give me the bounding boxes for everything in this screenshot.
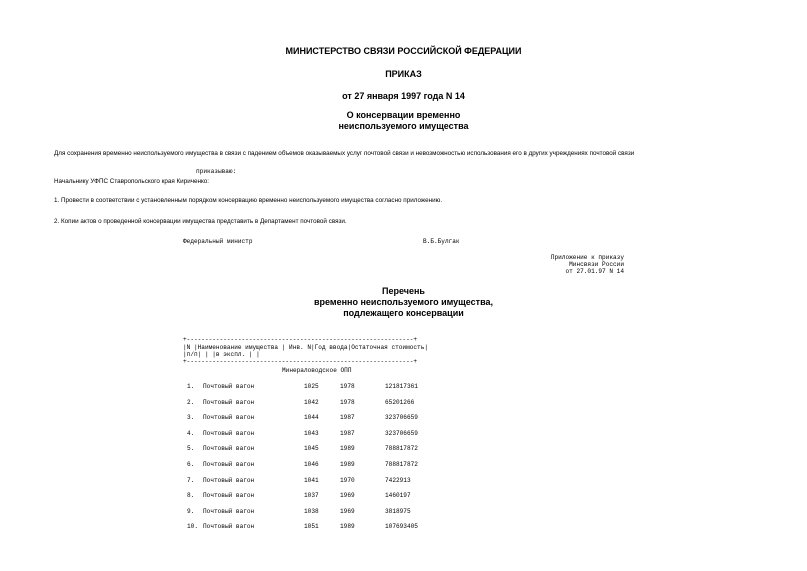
table-cell-inv: 1046 <box>304 461 319 468</box>
table-cell-value: 121817361 <box>385 383 418 390</box>
table-cell-value: 3818975 <box>385 507 411 515</box>
list-title-line2: временно неиспользуемого имущества, <box>314 297 493 307</box>
table-cell-n: 6. <box>187 461 195 468</box>
table-cell-value: 788817872 <box>385 461 418 468</box>
table-cell-name: Почтовый вагон <box>203 492 255 500</box>
table-cell-n: 2. <box>187 398 195 406</box>
list-title-line3: подлежащего консервации <box>343 308 464 318</box>
document-subject-line1: О консервации временно <box>346 110 461 120</box>
table-cell-value: 788817872 <box>385 445 418 453</box>
table-cell-year: 1978 <box>340 398 355 406</box>
order-item-2: 2. Копии актов о проведенной консервации имущества представить в Департамент почтовой связи. <box>54 218 347 225</box>
appendix-line3: от 27.01.97 N 14 <box>565 268 624 275</box>
table-cell-year: 1987 <box>340 414 355 422</box>
table-cell-inv: 1025 <box>304 383 319 390</box>
table-cell-name: Почтовый вагон <box>203 523 255 531</box>
table-cell-year: 1987 <box>340 429 355 437</box>
table-cell-year: 1989 <box>340 445 355 453</box>
ministry-title: МИНИСТЕРСТВО СВЯЗИ РОССИЙСКОЙ ФЕДЕРАЦИИ <box>285 46 522 56</box>
table-cell-inv: 1042 <box>304 398 319 406</box>
table-cell-value: 1460197 <box>385 492 411 500</box>
table-border-top: +--------------------------------------------------------------+ <box>183 336 418 343</box>
signature-position: Федеральный министр <box>183 238 253 245</box>
preamble-text: Для сохранения временно неиспользуемого имущества в связи с падением объемов оказываемых услуг почтовой связи и невозможностью использования его в других учреждениях почтовой связи <box>54 150 635 157</box>
addressee-text: Начальнику УФПС Ставропольского края Кириченко: <box>54 178 210 185</box>
table-cell-inv: 1043 <box>304 429 319 437</box>
table-cell-name: Почтовый вагон <box>203 383 255 390</box>
table-cell-inv: 1041 <box>304 476 319 484</box>
appendix-line2: Минсвязи России <box>569 261 624 268</box>
table-cell-name: Почтовый вагон <box>203 461 255 468</box>
table-cell-year: 1969 <box>340 492 355 500</box>
table-cell-name: Почтовый вагон <box>203 445 255 453</box>
table-border-mid: +--------------------------------------------------------------+ <box>183 358 418 365</box>
list-title-line1: Перечень <box>382 286 425 296</box>
document-date: от 27 января 1997 года N 14 <box>342 91 465 101</box>
document-type: ПРИКАЗ <box>385 69 422 79</box>
table-cell-n: 1. <box>187 383 195 390</box>
table-cell-n: 3. <box>187 414 195 422</box>
table-cell-value: 323706659 <box>385 414 418 422</box>
table-cell-inv: 1051 <box>304 523 319 531</box>
table-cell-year: 1989 <box>340 523 355 531</box>
table-header-line1: |N |Наименование имущества | Инв. N|Год ввода|Остаточная стоимость| <box>183 344 429 351</box>
table-cell-n: 5. <box>187 445 195 453</box>
table-cell-inv: 1037 <box>304 492 319 500</box>
table-cell-value: 65201266 <box>385 398 415 406</box>
table-cell-n: 8. <box>187 492 195 500</box>
order-item-1: 1. Провести в соответствии с установленным порядком консервацию временно неиспользуемого имущества согласно приложению. <box>54 197 443 204</box>
table-cell-year: 1978 <box>340 383 355 390</box>
table-group-label: Минераловодское ОПП <box>282 367 352 374</box>
appendix-line1: Приложение к приказу <box>550 254 624 261</box>
table-cell-name: Почтовый вагон <box>203 507 255 515</box>
document-subject-line2: неиспользуемого имущества <box>338 121 469 131</box>
table-cell-year: 1989 <box>340 461 355 468</box>
table-cell-year: 1969 <box>340 507 355 515</box>
table-cell-value: 323706659 <box>385 429 418 437</box>
table-cell-name: Почтовый вагон <box>203 429 255 437</box>
table-cell-value: 7422913 <box>385 476 411 484</box>
table-cell-name: Почтовый вагон <box>203 414 255 422</box>
table-cell-value: 107693405 <box>385 523 418 531</box>
table-cell-n: 7. <box>187 476 195 484</box>
table-cell-n: 9. <box>187 507 195 515</box>
table-cell-inv: 1038 <box>304 507 319 515</box>
table-cell-n: 10. <box>187 523 198 531</box>
orders-word: приказываю: <box>196 168 237 175</box>
table-cell-name: Почтовый вагон <box>203 398 255 406</box>
table-cell-year: 1970 <box>340 476 355 484</box>
table-cell-inv: 1044 <box>304 414 319 422</box>
table-header-line2: |п/п| | |в экспл. | | <box>183 351 260 358</box>
table-cell-inv: 1045 <box>304 445 319 453</box>
signature-name: В.Б.Булгак <box>423 238 460 245</box>
table-cell-n: 4. <box>187 429 195 437</box>
table-cell-name: Почтовый вагон <box>203 476 255 484</box>
